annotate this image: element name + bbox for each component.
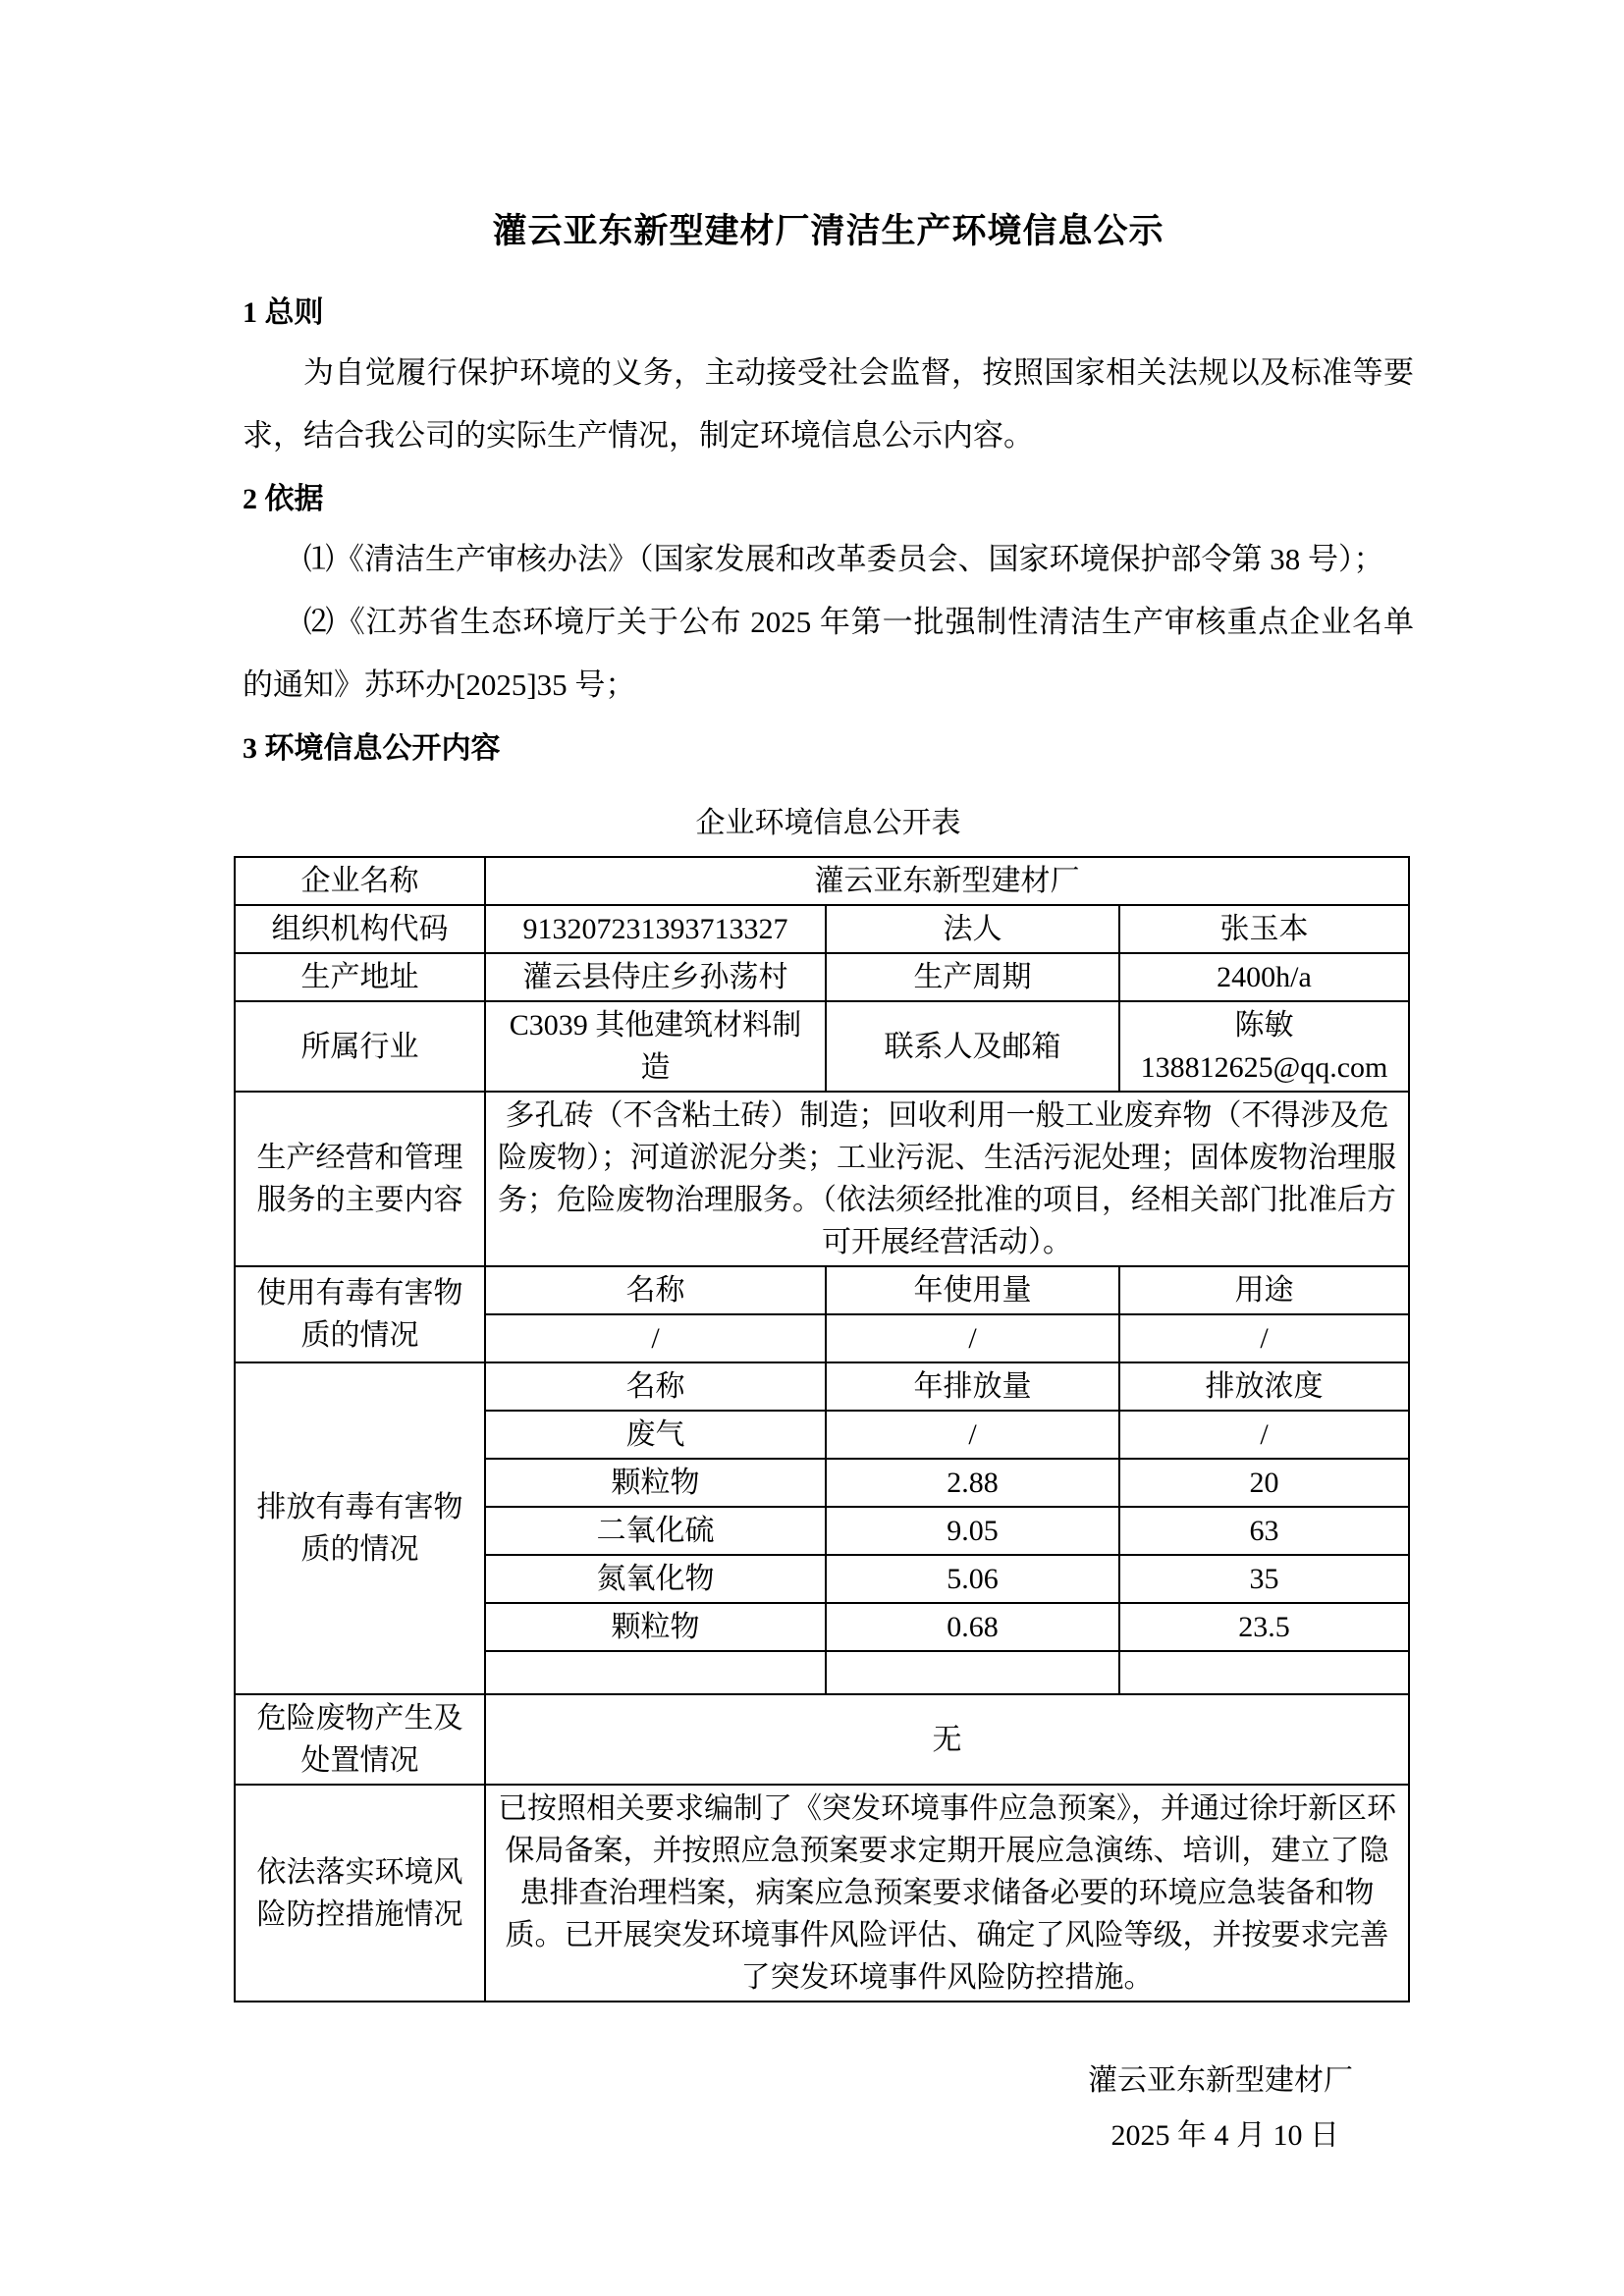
cell-hazwaste-value: 无 (485, 1694, 1409, 1785)
cell-emission-empty-3 (1119, 1651, 1409, 1694)
row-address (235, 953, 1409, 1001)
row-org-code (235, 905, 1409, 953)
cell-industry-label: 所属行业 (235, 1001, 485, 1092)
cell-contact-label: 联系人及邮箱 (826, 1001, 1119, 1092)
cell-legal-person-label: 法人 (826, 905, 1119, 953)
cell-risk-label: 依法落实环境风险防控措施情况 (235, 1785, 485, 2002)
cell-risk-value: 已按照相关要求编制了《突发环境事件应急预案》，并通过徐圩新区环保局备案，并按照应急预案要求定期开展应急演练、培训，建立了隐患排查治理档案，病案应急预案要求储备必要的环境应急装备和物质。已开展突发环境事件风险评估、确定了风险等级，并按要求完善了突发环境事件风险防控措施。 (485, 1785, 1409, 2002)
document-title: 灌云亚东新型建材厂清洁生产环境信息公示 (492, 212, 1164, 250)
cell-emission-h2: 年排放量 (826, 1362, 1119, 1411)
cell-toxic-use-h1: 名称 (485, 1266, 826, 1314)
cell-toxic-use-v1: / (485, 1314, 826, 1362)
cell-business-value: 多孔砖（不含粘土砖）制造；回收利用一般工业废弃物（不得涉及危险废物）；河道淤泥分类；工业污泥、生活污泥处理；固体废物治理服务；危险废物治理服务。（依法须经批准的项目，经相关部门批准后方可开展经营活动）。 (485, 1092, 1409, 1266)
cell-toxic-use-h3: 用途 (1119, 1266, 1409, 1314)
row-emission-header (235, 1362, 1409, 1411)
cell-address-label: 生产地址 (235, 953, 485, 1001)
cell-toxic-use-h2: 年使用量 (826, 1266, 1119, 1314)
table-caption: 企业环境信息公开表 (695, 807, 961, 839)
paragraph-general: 为自觉履行保护环境的义务，主动接受社会监督，按照国家相关法规以及标准等要求，结合我公司的实际生产情况，制定环境信息公示内容。 (243, 355, 1414, 453)
cell-emission-so2-amount: 9.05 (826, 1507, 1119, 1555)
cell-emission-h1: 名称 (485, 1362, 826, 1411)
cell-legal-person-value: 张玉本 (1119, 905, 1409, 953)
cell-toxic-use-label: 使用有毒有害物质的情况 (235, 1266, 485, 1362)
row-company-name (235, 857, 1409, 905)
cell-hazwaste-label: 危险废物产生及处置情况 (235, 1694, 485, 1785)
cell-emission-pm2-conc: 23.5 (1119, 1603, 1409, 1651)
contact-name: 陈敏 (1234, 1009, 1294, 1041)
cell-emission-pm1-conc: 20 (1119, 1459, 1409, 1507)
row-toxic-use-header (235, 1266, 1409, 1314)
cell-emission-pm1-name: 颗粒物 (485, 1459, 826, 1507)
cell-emission-nox-conc: 35 (1119, 1555, 1409, 1603)
signature-company: 灌云亚东新型建材厂 (1088, 2064, 1353, 2097)
row-industry (235, 1001, 1409, 1092)
contact-email: 138812625@qq.com (1140, 1051, 1388, 1084)
row-business-scope (235, 1092, 1409, 1266)
cell-business-label: 生产经营和管理服务的主要内容 (235, 1092, 485, 1266)
cell-emission-gas-conc: / (1119, 1411, 1409, 1459)
cell-emission-nox-amount: 5.06 (826, 1555, 1119, 1603)
cell-emission-empty-1 (485, 1651, 826, 1694)
cell-company-name-label: 企业名称 (235, 857, 485, 905)
basis-item-2: ⑵《江苏省生态环境厅关于公布 2025 年第一批强制性清洁生产审核重点企业名单的通知》苏环办[2025]35 号； (243, 605, 1414, 702)
cell-toxic-use-v3: / (1119, 1314, 1409, 1362)
row-risk-control (235, 1785, 1409, 2002)
cell-emission-h3: 排放浓度 (1119, 1362, 1409, 1411)
cell-emission-label: 排放有毒有害物质的情况 (235, 1362, 485, 1694)
cell-cycle-value: 2400h/a (1119, 953, 1409, 1001)
cell-emission-pm1-amount: 2.88 (826, 1459, 1119, 1507)
cell-emission-nox-name: 氮氧化物 (485, 1555, 826, 1603)
cell-emission-gas-amount: / (826, 1411, 1119, 1459)
cell-industry-value: C3039 其他建筑材料制造 (485, 1001, 826, 1092)
cell-emission-empty-2 (826, 1651, 1119, 1694)
section-heading-general: 1 总则 (243, 296, 324, 329)
cell-emission-gas-name: 废气 (485, 1411, 826, 1459)
cell-cycle-label: 生产周期 (826, 953, 1119, 1001)
section-heading-disclosure: 3 环境信息公开内容 (243, 732, 501, 765)
row-hazardous-waste (235, 1694, 1409, 1785)
cell-org-code-label: 组织机构代码 (235, 905, 485, 953)
enterprise-info-table (234, 856, 1410, 2002)
section-heading-basis: 2 依据 (243, 483, 324, 515)
cell-contact-value (1119, 1001, 1409, 1092)
cell-emission-pm2-name: 颗粒物 (485, 1603, 826, 1651)
cell-emission-pm2-amount: 0.68 (826, 1603, 1119, 1651)
cell-toxic-use-v2: / (826, 1314, 1119, 1362)
cell-emission-so2-name: 二氧化硫 (485, 1507, 826, 1555)
cell-org-code-value: 913207231393713327 (485, 905, 826, 953)
cell-emission-so2-conc: 63 (1119, 1507, 1409, 1555)
cell-address-value: 灌云县侍庄乡孙荡村 (485, 953, 826, 1001)
cell-company-name-value: 灌云亚东新型建材厂 (485, 857, 1409, 905)
signature-date: 2025 年 4 月 10 日 (1110, 2119, 1339, 2152)
basis-item-1: ⑴《清洁生产审核办法》（国家发展和改革委员会、国家环境保护部令第 38 号）； (303, 542, 1384, 576)
